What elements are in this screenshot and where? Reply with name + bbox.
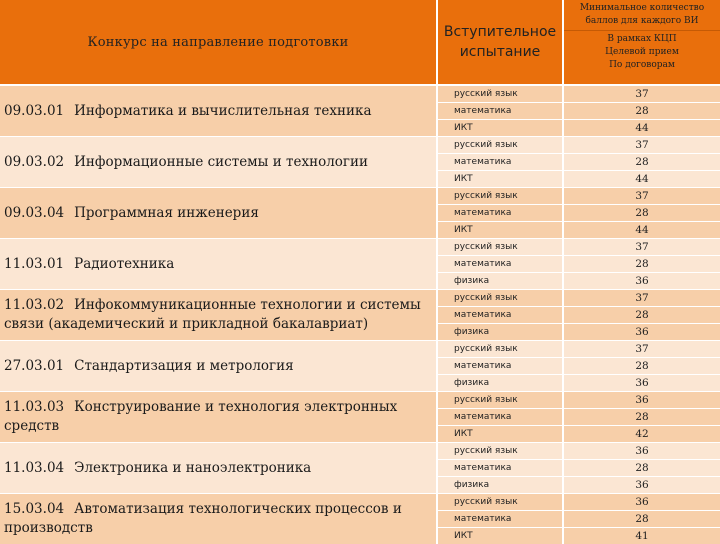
program-code: 11.03.02: [4, 297, 65, 313]
exam-subject: ИКТ: [438, 171, 562, 187]
program-row: [0, 239, 436, 289]
program-code: 11.03.04: [4, 459, 65, 476]
program-row: [0, 86, 436, 136]
exam-min-score: 44: [564, 171, 720, 187]
exam-subject: математика: [438, 205, 562, 221]
exam-min-score: 36: [564, 324, 720, 340]
program-name: Конструирование и технология электронных средств: [4, 399, 398, 434]
program-code: 15.03.04: [4, 501, 65, 517]
exam-min-score: 37: [564, 86, 720, 102]
header-exam: [438, 0, 562, 84]
exam-min-score: 44: [564, 120, 720, 136]
program-row: [0, 341, 436, 391]
exam-subject: русский язык: [438, 239, 562, 255]
exam-subject: математика: [438, 460, 562, 476]
header-min-score: [564, 0, 720, 84]
exam-min-score: 36: [564, 375, 720, 391]
program-row: [0, 137, 436, 187]
program-code: 09.03.01: [4, 102, 65, 119]
header-competition: [0, 0, 436, 84]
program-name: Автоматизация технологических процессов и производств: [4, 501, 402, 536]
exam-min-score: 28: [564, 256, 720, 272]
exam-subject: русский язык: [438, 392, 562, 408]
exam-subject: ИКТ: [438, 120, 562, 136]
header-exam-line1: Вступительное: [443, 24, 557, 40]
program-row: [0, 494, 436, 544]
exam-min-score: 36: [564, 477, 720, 493]
exam-min-score: 28: [564, 103, 720, 119]
program-code: 09.03.04: [4, 204, 65, 221]
program-row: [0, 290, 436, 340]
program-code: 11.03.01: [4, 255, 65, 272]
program-text: [4, 500, 436, 538]
exam-subject: ИКТ: [438, 222, 562, 238]
exam-subject: физика: [438, 273, 562, 289]
program-text: [4, 153, 368, 172]
exam-subject: русский язык: [438, 86, 562, 102]
exam-subject: ИКТ: [438, 528, 562, 544]
program-code: 11.03.03: [4, 399, 65, 415]
program-name: Электроника и наноэлектроника: [74, 459, 312, 476]
exam-min-score: 28: [564, 154, 720, 170]
exam-subject: русский язык: [438, 494, 562, 510]
header-min-line4: Целевой прием: [605, 47, 679, 57]
exam-subject: русский язык: [438, 443, 562, 459]
exam-subject: математика: [438, 256, 562, 272]
header-min-line3: В рамках КЦП: [607, 34, 677, 44]
exam-subject: русский язык: [438, 137, 562, 153]
exam-min-score: 44: [564, 222, 720, 238]
exam-subject: русский язык: [438, 290, 562, 306]
header-competition-label: Конкурс на направление подготовки: [87, 34, 349, 50]
program-name: Информатика и вычислительная техника: [74, 102, 372, 119]
program-row: [0, 188, 436, 238]
exam-min-score: 28: [564, 358, 720, 374]
header-min-line1: Минимальное количество: [579, 3, 705, 13]
exam-min-score: 36: [564, 273, 720, 289]
program-row: [0, 392, 436, 442]
exam-subject: физика: [438, 375, 562, 391]
header-exam-line2: испытание: [459, 44, 541, 60]
exam-min-score: 37: [564, 239, 720, 255]
header-divider: [564, 30, 720, 31]
program-text: [4, 357, 294, 376]
exam-subject: математика: [438, 103, 562, 119]
exam-subject: математика: [438, 307, 562, 323]
exam-min-score: 37: [564, 137, 720, 153]
program-name: Радиотехника: [74, 255, 175, 272]
exam-subject: ИКТ: [438, 426, 562, 442]
program-text: [4, 398, 436, 436]
exam-min-score: 41: [564, 528, 720, 544]
program-text: [4, 204, 259, 223]
program-text: [4, 102, 372, 121]
exam-min-score: 42: [564, 426, 720, 442]
program-code: 27.03.01: [4, 357, 65, 374]
exam-subject: математика: [438, 154, 562, 170]
exam-min-score: 28: [564, 409, 720, 425]
exam-subject: физика: [438, 477, 562, 493]
exam-subject: физика: [438, 324, 562, 340]
program-name: Инфокоммуникационные технологии и системы связи (академический и прикладной бакалавриат): [4, 297, 421, 332]
header-min-line2: баллов для каждого ВИ: [585, 16, 699, 26]
exam-subject: математика: [438, 409, 562, 425]
program-text: [4, 459, 311, 478]
exam-min-score: 28: [564, 460, 720, 476]
exam-min-score: 36: [564, 443, 720, 459]
program-code: 09.03.02: [4, 153, 65, 170]
exam-min-score: 28: [564, 511, 720, 527]
exam-min-score: 37: [564, 341, 720, 357]
exam-subject: русский язык: [438, 188, 562, 204]
program-text: [4, 296, 436, 334]
exam-min-score: 36: [564, 494, 720, 510]
exam-min-score: 28: [564, 205, 720, 221]
program-name: Стандартизация и метрология: [74, 357, 294, 374]
exam-subject: русский язык: [438, 341, 562, 357]
program-name: Программная инженерия: [74, 204, 259, 221]
exam-min-score: 36: [564, 392, 720, 408]
program-row: [0, 443, 436, 493]
exam-subject: математика: [438, 511, 562, 527]
exam-subject: математика: [438, 358, 562, 374]
header-min-line5: По договорам: [609, 60, 675, 70]
program-name: Информационные системы и технологии: [74, 153, 368, 170]
exam-min-score: 37: [564, 188, 720, 204]
exam-min-score: 28: [564, 307, 720, 323]
exam-min-score: 37: [564, 290, 720, 306]
program-text: [4, 255, 174, 274]
